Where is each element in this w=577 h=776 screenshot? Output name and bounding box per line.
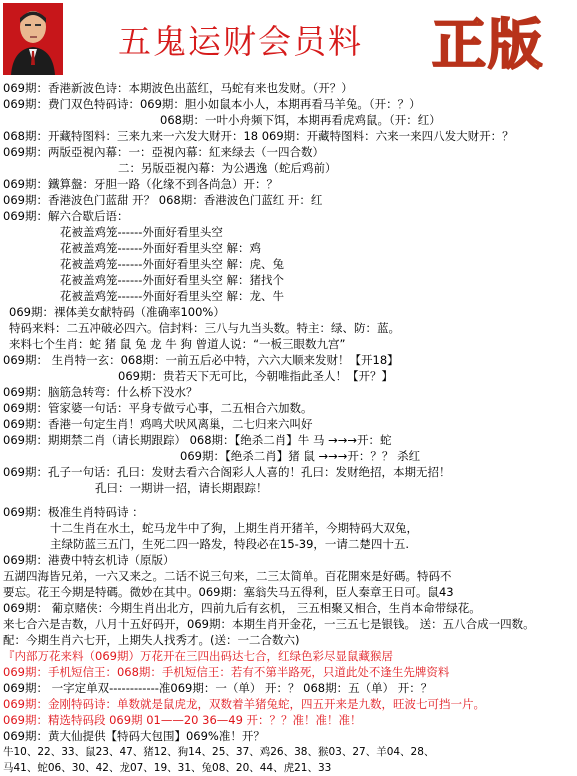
text-line: 069期：孔子一句话：孔曰：发财去看六合阁彩人人喜的！孔曰：发财绝招，本期无招！: [3, 465, 451, 479]
text-line: 069期：香港一句定生肖！鸡鸣犬吠风离巢，二七归来六叫好: [3, 417, 313, 431]
text-line: 来七合六是吉数，八月十五好码开，069期：本期生肖开金花，一三五七是银钱。 送：五八合成一四数。: [3, 617, 535, 631]
text-line: 十二生肖在水土，蛇马龙牛中了狗，上期生肖开猪羊，今期特码大双兔，: [50, 521, 418, 535]
text-line: 069期： 葡京赌侠：今期生肖出北方，四前九后有玄机， 三五相聚又相合，生肖本命带绿花。: [3, 601, 481, 615]
text-line: 五湖四海皆兄弟，一六又来之。二话不说三句来，二三太简单。百花開來是好碼。特码不: [3, 569, 452, 583]
text-line: 069期：解六合歇后语：: [3, 209, 129, 223]
text-line: 要忘。花王今期是特碼。微妙在其中。069期：塞翁失马五得利，臣人秦章王日可。鼠43: [3, 585, 454, 599]
text-line: 花被盖鸡笼------外面好看里头空 解：龙、牛: [60, 289, 285, 303]
text-line: 来料七个生肖：蛇 猪 鼠 兔 龙 牛 狗 曾道人说：“一板三眼数九宫”: [9, 337, 346, 351]
text-line: 069期：脑筋急转弯：什么桥下没水？: [3, 385, 198, 399]
text-line: 花被盖鸡笼------外面好看里头空: [60, 225, 223, 239]
text-line: 069期：管家婆一句话：平身专做亏心事，二五相合六加数。: [3, 401, 313, 415]
text-line: 马41、蛇06、30、42、龙07、19、31、兔08、20、44、虎21、33: [3, 762, 332, 774]
text-line: 068期：开藏特图料：三来九来一六发大财开：18 069期：开藏特图料：六来一来四八发大财开：？: [3, 129, 514, 143]
text-line: 069期：期期禁二肖（请长期跟踪） 068期：【绝杀二肖】牛 马 →→→开：蛇: [3, 433, 392, 447]
text-line: 069期：极准生肖特码诗 ：: [3, 505, 144, 519]
text-line: 花被盖鸡笼------外面好看里头空 解：猪找个: [60, 273, 285, 287]
text-line: 069期：精选特码段 069期 01——20 36—49 开：？？准！准！准！: [3, 713, 362, 727]
text-line: 069期： 一字定单双------------准069期：一（单） 开：？ 068期：五（单） 开：？: [3, 681, 433, 695]
text-line: 069期： 生肖特一玄：068期：一前五后必中特，六六大顺来发财！【开18】: [3, 353, 399, 367]
text-line: 二：另版亞視內幕：为公遇逸（蛇后鸡前）: [118, 161, 337, 175]
text-line: 配：今期生肖六七开，上期失人找秀才。(送：一二合数六): [3, 633, 300, 647]
text-line: 主绿防蓝三五门，生死二四一路发，特段必在15-39，一请二楚四十五.: [50, 537, 410, 551]
text-line: 069期：两版亞視內幕：一：亞視內幕：紅来绿去（一四合数）: [3, 145, 324, 159]
text-line: 069期：香港波色门蓝甜 开？ 068期：香港波色门蓝红 开：红: [3, 193, 323, 207]
text-line: 068期：一叶小舟频下饵，本期再看虎鸡鼠。（开：红）: [160, 113, 441, 127]
text-line: 069期：手机短信王：068期：手机短信王：若有不第半路死，只道此处不逢生先牌资料: [3, 665, 450, 679]
text-line: 069期：裸体美女献特码（准确率100%）: [9, 305, 225, 319]
text-line: 069期：费门双色特码诗：069期：胆小如鼠本小人，本期再看马羊兔。（开：？）: [3, 97, 421, 111]
text-line: 069期：香港新波色诗：本期波色出蓝红，马蛇有来也发财。（开？）: [3, 81, 353, 95]
text-line: 牛10、22、33、鼠23、47、猪12、狗14、25、37、鸡26、38、猴03、27、羊04、28、: [3, 746, 435, 758]
page-title: 五鬼运财会员料: [118, 22, 363, 61]
authentic-badge: 正版: [432, 13, 544, 76]
text-line: 特码来料：二五冲破必四六。信封料：三八与九当头数。特主：绿、防：蓝。: [9, 321, 400, 335]
text-line: 069期：鐵算盤：牙胆一路（化缘不到各尚急）开：？: [3, 177, 278, 191]
text-line: 069期：贵若天下无可比，今朝唯指此圣人！【开？】: [118, 369, 393, 383]
text-line: 069期：黄大仙提供【特码大包围】069%准！开？: [3, 729, 265, 743]
text-line: 069期：港费中特玄机诗（原版）: [3, 553, 175, 567]
text-line: 069期：【绝杀二肖】猪 鼠 →→→开：？？ 杀红: [180, 449, 421, 463]
avatar-photo: [3, 3, 63, 75]
text-line: 花被盖鸡笼------外面好看里头空 解：虎、兔: [60, 257, 285, 271]
header: [0, 0, 577, 80]
text-line: 069期：金刚特码诗：单数就是鼠虎龙，双数着羊猪兔蛇，四五开来是九数，旺波七可挡一片。: [3, 697, 485, 711]
text-line: 『内部万花来料（069期）万花开在三四出码达七合，红绿色彩尽显鼠藏猴居: [3, 649, 393, 663]
text-line: 花被盖鸡笼------外面好看里头空 解：鸡: [60, 241, 262, 255]
text-line: 孔曰：一期讲一招，请长期跟踪！: [95, 481, 268, 495]
